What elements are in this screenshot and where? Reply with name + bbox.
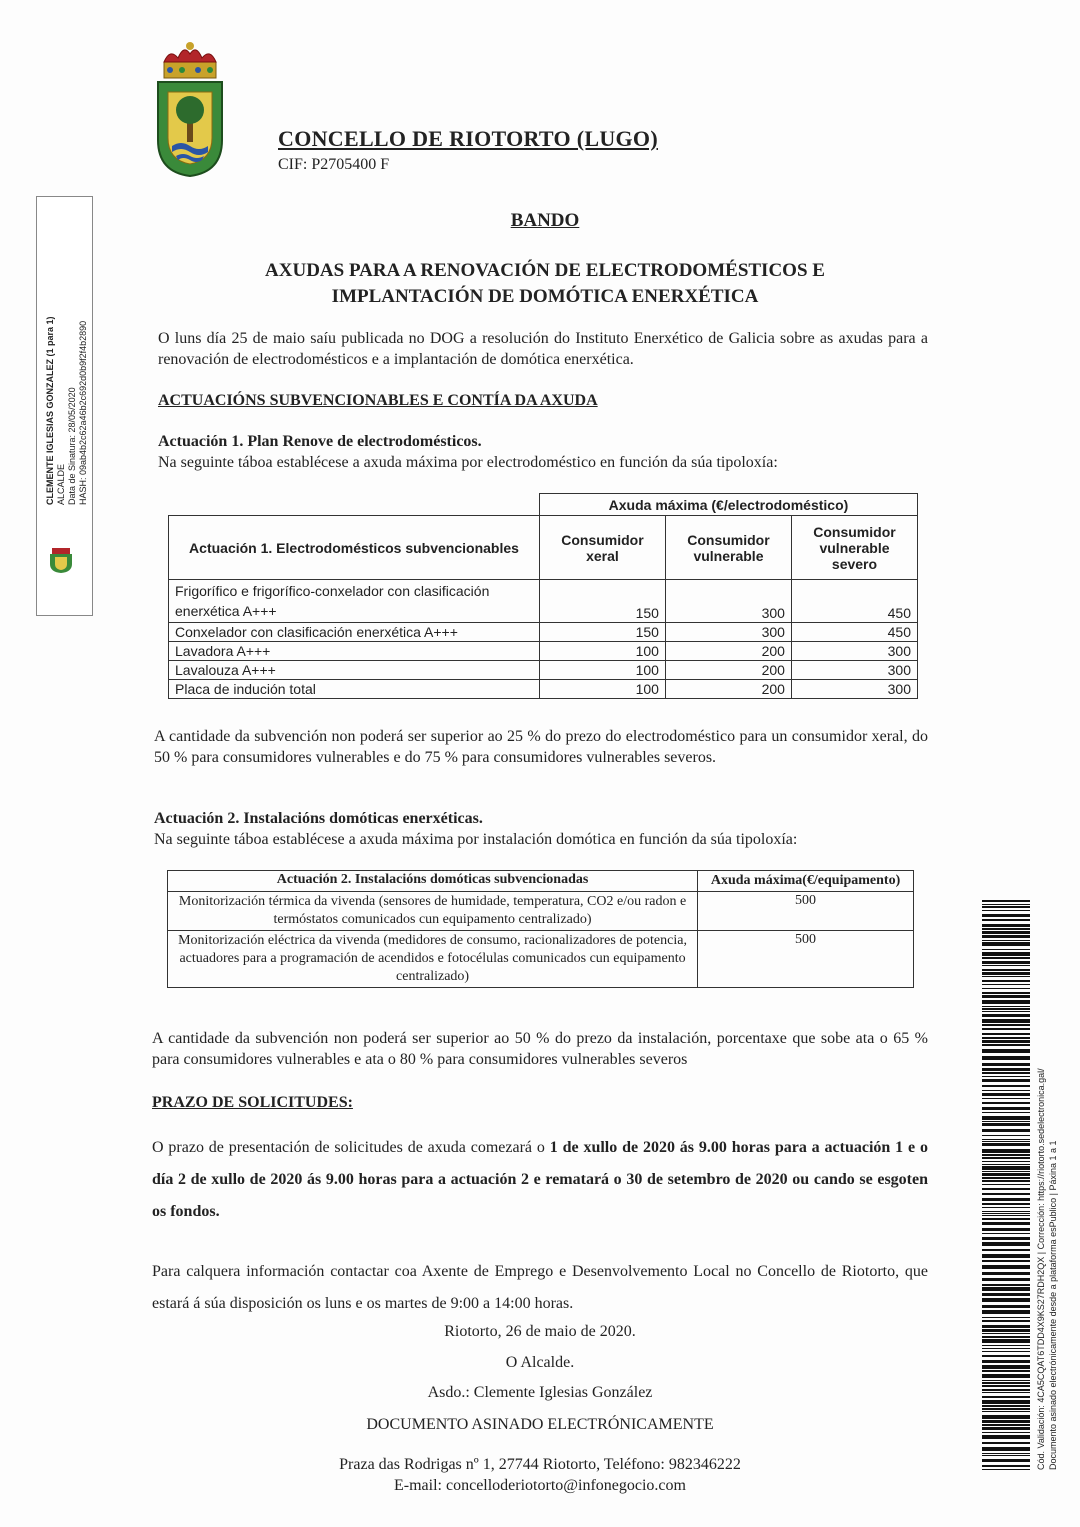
bando-heading: BANDO bbox=[510, 210, 580, 231]
table-cell: Conxelador con clasificación enerxética A+++ bbox=[169, 623, 540, 642]
signature-line: CLEMENTE IGLESIAS GONZALEZ (1 para 1) bbox=[45, 316, 55, 505]
seal-icon bbox=[46, 544, 76, 574]
table-row bbox=[168, 931, 914, 988]
table-row bbox=[169, 661, 918, 680]
table-cell: 150 bbox=[539, 623, 665, 642]
table-cell: 100 bbox=[539, 642, 665, 661]
prazo-bold-text: 1 de xullo de 2020 ás 9.00 horas para a actuación 1 e o día 2 de xullo de 2020 ás 9.00 horas para a actuación 2 e rematará o 30 de setembro de 2020 ou cando se esgoten os fondos. bbox=[152, 1139, 928, 1220]
table-row bbox=[169, 623, 918, 642]
main-title bbox=[200, 258, 890, 310]
table-header-cell: Axuda máxima(€/equipamento) bbox=[698, 871, 914, 892]
document-date: Riotorto, 26 de maio de 2020. bbox=[444, 1323, 636, 1340]
coat-of-arms-icon bbox=[150, 40, 230, 180]
validation-line: Documento asinado electrónicamente desde a plataforma esPublico | Páxina 1 a 1 bbox=[1048, 1140, 1058, 1470]
prazo-text: O prazo de presentación de solicitudes de axuda comezará o bbox=[152, 1139, 550, 1156]
signature-text bbox=[45, 205, 89, 505]
table-header-cell: Actuación 1. Electrodomésticos subvencionables bbox=[169, 516, 540, 580]
signature-line: Data de Sinatura: 28/05/2020 bbox=[67, 387, 77, 505]
table-cell: 200 bbox=[665, 661, 791, 680]
table-cell: 300 bbox=[791, 661, 917, 680]
note-actuacion1: A cantidade da subvención non poderá ser superior ao 25 % do prezo do electrodoméstico para un consumidor xeral, do 50 % para consumidores vulnerables e do 75 % para consumidores vulnerables severos. bbox=[154, 728, 928, 766]
address: Praza das Rodrigas nº 1, 27744 Riotorto, Teléfono: 982346222 bbox=[339, 1456, 741, 1473]
table-cell: 300 bbox=[665, 580, 791, 623]
table-header-cell: Consumidor xeral bbox=[539, 516, 665, 580]
actuacion2-description: Na seguinte táboa establécese a axuda máxima por instalación domótica en función da súa tipoloxía: bbox=[154, 831, 798, 848]
table-header-cell: Consumidor vulnerable severo bbox=[791, 516, 917, 580]
table-row bbox=[168, 892, 914, 931]
table-cell: Lavadora A+++ bbox=[169, 642, 540, 661]
org-name: CONCELLO DE RIOTORTO (LUGO) bbox=[278, 126, 658, 151]
signature-line: HASH: 09ab4b2c62a46b2c692d0b9f2f4b2890 bbox=[78, 320, 88, 505]
table-domotica bbox=[167, 870, 914, 988]
table-cell: 500 bbox=[698, 892, 914, 931]
email: E-mail: concelloderiotorto@infonegocio.com bbox=[394, 1477, 686, 1494]
table-cell: 300 bbox=[791, 680, 917, 699]
table-cell: 150 bbox=[539, 580, 665, 623]
table-header-cell: Actuación 2. Instalacións domóticas subvencionadas bbox=[168, 871, 698, 892]
table-cell: Placa de indución total bbox=[169, 680, 540, 699]
section-heading: ACTUACIÓNS SUBVENCIONABLES E CONTÍA DA AXUDA bbox=[158, 392, 598, 409]
table-cell: 300 bbox=[791, 642, 917, 661]
table-cell: 450 bbox=[791, 623, 917, 642]
signer-title: O Alcalde. bbox=[505, 1354, 575, 1371]
table-cell: 100 bbox=[539, 680, 665, 699]
table-cell: 500 bbox=[698, 931, 914, 988]
table-cell: Monitorización eléctrica da vivenda (medidores de consumo, racionalizadores de potencia, actuadores para a programación de acendidos e fotocélulas comunicados cun equipamento centralizado) bbox=[168, 931, 698, 988]
table-row bbox=[169, 580, 918, 623]
title-line: AXUDAS PARA A RENOVACIÓN DE ELECTRODOMÉSTICOS E bbox=[265, 260, 825, 281]
table-group-header: Axuda máxima (€/electrodoméstico) bbox=[539, 494, 917, 516]
signature-line: ALCALDE bbox=[56, 463, 66, 505]
note-actuacion2: A cantidade da subvención non poderá ser superior ao 50 % do prezo da instalación, porcentaxe que sobe ata o 65 % para consumidores vulnerables e ata o 80 % para consumidores vulnerables severos bbox=[152, 1030, 928, 1068]
prazo-paragraph bbox=[152, 1132, 928, 1228]
table-cell: 450 bbox=[791, 580, 917, 623]
actuacion2-heading: Actuación 2. Instalacións domóticas enerxéticas. bbox=[154, 810, 483, 827]
contact-paragraph: Para calquera información contactar coa Axente de Emprego e Desenvolvemento Local no Concello de Riotorto, que estará á súa disposición os luns e os martes de 9:00 a 14:00 horas. bbox=[152, 1263, 928, 1312]
table-cell: 200 bbox=[665, 680, 791, 699]
table-electrodomesticos bbox=[168, 493, 918, 699]
table-cell: Lavalouza A+++ bbox=[169, 661, 540, 680]
org-cif: CIF: P2705400 F bbox=[278, 156, 390, 173]
table-cell: Monitorización térmica da vivenda (sensores de humidade, temperatura, CO2 e/ou radon e termóstatos comunicados cun equipamento centralizado) bbox=[168, 892, 698, 931]
table-cell: Frigorífico e frigorífico-conxelador con clasificación enerxética A+++ bbox=[169, 580, 540, 623]
section-heading: PRAZO DE SOLICITUDES: bbox=[152, 1094, 353, 1111]
table-header-cell: Consumidor vulnerable bbox=[665, 516, 791, 580]
actuacion1-description: Na seguinte táboa establécese a axuda máxima por electrodoméstico en función da súa tipoloxía: bbox=[158, 454, 778, 471]
table-cell: 100 bbox=[539, 661, 665, 680]
table-row bbox=[169, 680, 918, 699]
intro-paragraph: O luns día 25 de maio saíu publicada no DOG a resolución do Instituto Enerxético de Galicia sobre as axudas para a renovación de electrodomésticos e a implantación de domótica enerxética. bbox=[158, 330, 928, 368]
actuacion1-heading: Actuación 1. Plan Renove de electrodomésticos. bbox=[158, 433, 482, 450]
table-cell: 300 bbox=[665, 623, 791, 642]
signer-name: Asdo.: Clemente Iglesias González bbox=[427, 1384, 653, 1401]
table-row bbox=[169, 642, 918, 661]
table-cell: 200 bbox=[665, 642, 791, 661]
title-line: IMPLANTACIÓN DE DOMÓTICA ENERXÉTICA bbox=[331, 286, 759, 307]
digital-signature-note: DOCUMENTO ASINADO ELECTRÓNICAMENTE bbox=[366, 1416, 714, 1433]
validation-line: Cód. Validación: 4CA5CQAT6TDD4X9KS27RDH2QX | Corrección: https://riotorto.sedelectronica.gal/ bbox=[1036, 1068, 1046, 1470]
